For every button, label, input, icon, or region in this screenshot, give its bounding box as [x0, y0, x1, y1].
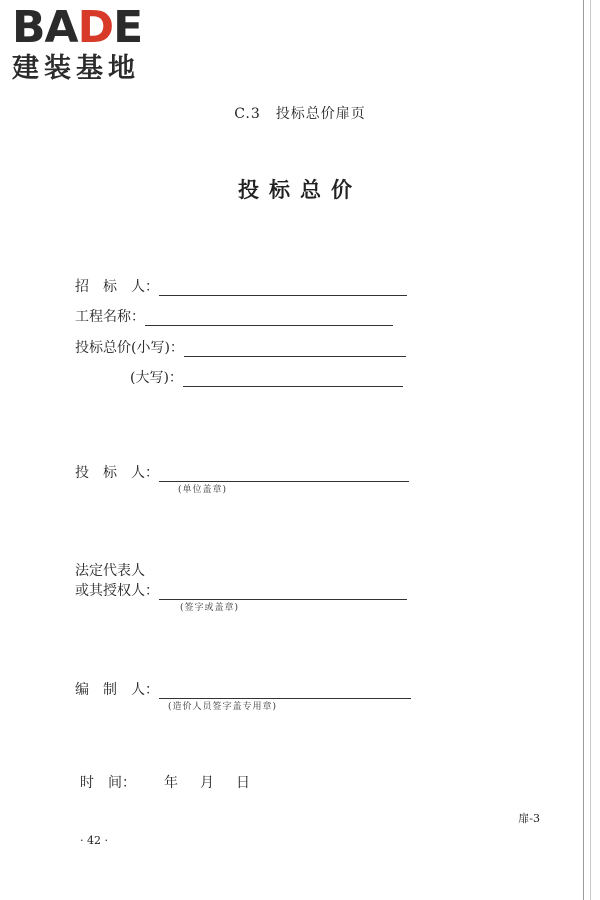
project-name-label: 工程名称： [75, 309, 145, 325]
price-small-field [75, 337, 406, 357]
bidder-field [75, 462, 409, 482]
bidder-blank-line[interactable] [159, 469, 409, 482]
legal-rep-label: 或其授权人： [75, 583, 159, 599]
legal-rep-blank-line[interactable] [159, 587, 407, 600]
bade-logo [12, 2, 182, 84]
tenderee-label: 招 标 人： [75, 279, 159, 295]
tenderee-blank-line[interactable] [159, 283, 407, 296]
section-heading: C.3 投标总价扉页 [234, 106, 366, 122]
date-label: 时 间： [80, 775, 136, 791]
tenderee-field [75, 276, 407, 296]
date-year: 年 [164, 775, 178, 791]
bidder-label: 投 标 人： [75, 465, 159, 481]
legal-rep-label-line1: 法定代表人 [75, 563, 145, 579]
project-name-blank-line[interactable] [145, 313, 393, 326]
logo-chinese-name: 建装基地 [12, 53, 140, 84]
price-big-label: (大写)： [130, 370, 183, 386]
date-month: 月 [200, 775, 214, 791]
date-day: 日 [236, 775, 250, 791]
price-big-blank-line[interactable] [183, 374, 403, 387]
price-small-label: 投标总价(小写)： [75, 340, 184, 356]
compiler-blank-line[interactable] [159, 686, 411, 699]
legal-rep-field [75, 580, 407, 600]
date-field [80, 772, 250, 792]
page-mark: 扉-3 [518, 812, 540, 825]
compiler-field [75, 679, 411, 699]
price-big-field [130, 367, 403, 387]
logo-wordmark: BADE [12, 2, 143, 53]
page-edge-line-outer [590, 0, 591, 900]
compiler-note: (造价人员签字盖专用章) [168, 702, 278, 712]
legal-rep-note: (签字或盖章) [180, 603, 240, 613]
page-number: · 42 · [80, 834, 108, 847]
compiler-label: 编 制 人： [75, 682, 159, 698]
price-small-blank-line[interactable] [184, 344, 406, 357]
page-title: 投标总价 [238, 177, 362, 202]
project-name-field [75, 306, 393, 326]
page-edge-line [583, 0, 584, 900]
bidder-note: (单位盖章) [178, 485, 228, 495]
